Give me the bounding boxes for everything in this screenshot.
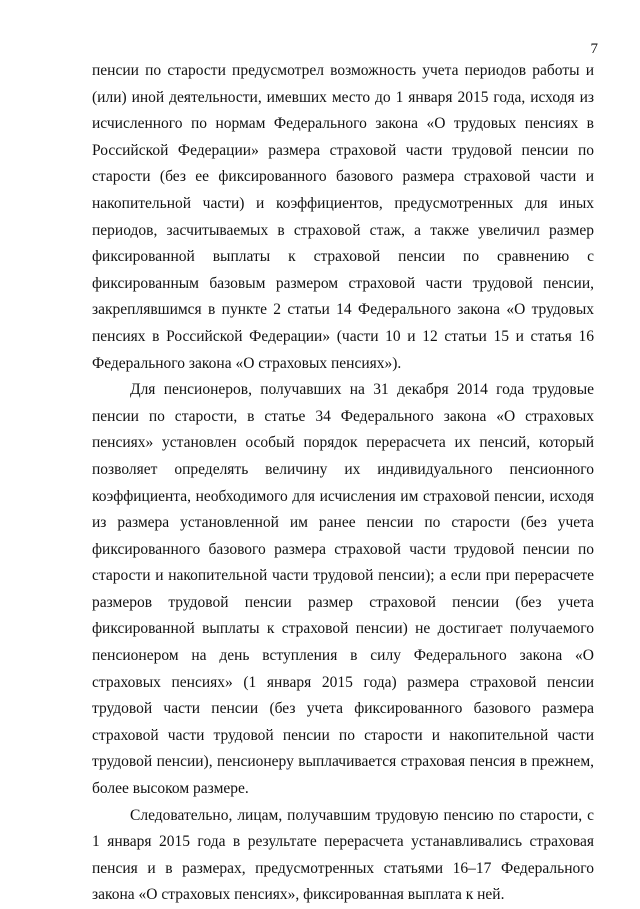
document-body [92, 58, 594, 909]
paragraph-conclusion: Следовательно, лицам, получавшим трудовую пенсию по старости, с 1 января 2015 года в результате перерасчета устанавливались страховая пенсия и в размерах, предусмотренных статьями 16–17 Федерального закона «О страховых пенсиях», фиксированная выплата к ней. [92, 806, 594, 904]
paragraph-continuation: пенсии по старости предусмотрел возможность учета периодов работы и (или) иной деятельности, имевших место до 1 января 2015 года, исходя из исчисленного по нормам Федерального закона «О трудовых пенсиях в Российской Федерации» размера страховой части трудовой пенсии по старости (без ее фиксированного базового размера страховой части и накопительной части) и коэффициентов, предусмотренных для иных периодов, засчитываемых в страховой стаж, а также увеличил размер фиксированной выплаты к страховой пенсии по сравнению с фиксированным базовым размером страховой части трудовой пенсии, закреплявшимся в пункте 2 статьи 14 Федерального закона «О трудовых пенсиях в Российской Федерации» (части 10 и 12 статьи 15 и статья 16 Федерального закона «О страховых пенсиях»). [92, 62, 594, 372]
page-number: 7 [590, 41, 598, 57]
paragraph-pensioners-recalculation: Для пенсионеров, получавших на 31 декабря 2014 года трудовые пенсии по старости, в статье 34 Федерального закона «О страховых пенсиях» установлен особый порядок перерасчета их пенсий, который позволяет определять величину их индивидуального пенсионного коэффициента, необходимого для исчисления им страховой пенсии, исходя из размера установленной им ранее пенсии по старости (без учета фиксированного базового размера страховой части трудовой пенсии по старости и накопительной части трудовой пенсии); а если при перерасчете размеров трудовой пенсии размер страховой пенсии (без учета фиксированной выплаты к страховой пенсии) не достигает получаемого пенсионером на день вступления в силу Федерального закона «О страховых пенсиях» (1 января 2015 года) размера страховой пенсии трудовой части пенсии (без учета фиксированного базового размера страховой части трудовой пенсии по старости и накопительной части трудовой пенсии), пенсионеру выплачивается страховая пенсия в прежнем, более высоком размере. [92, 381, 594, 798]
